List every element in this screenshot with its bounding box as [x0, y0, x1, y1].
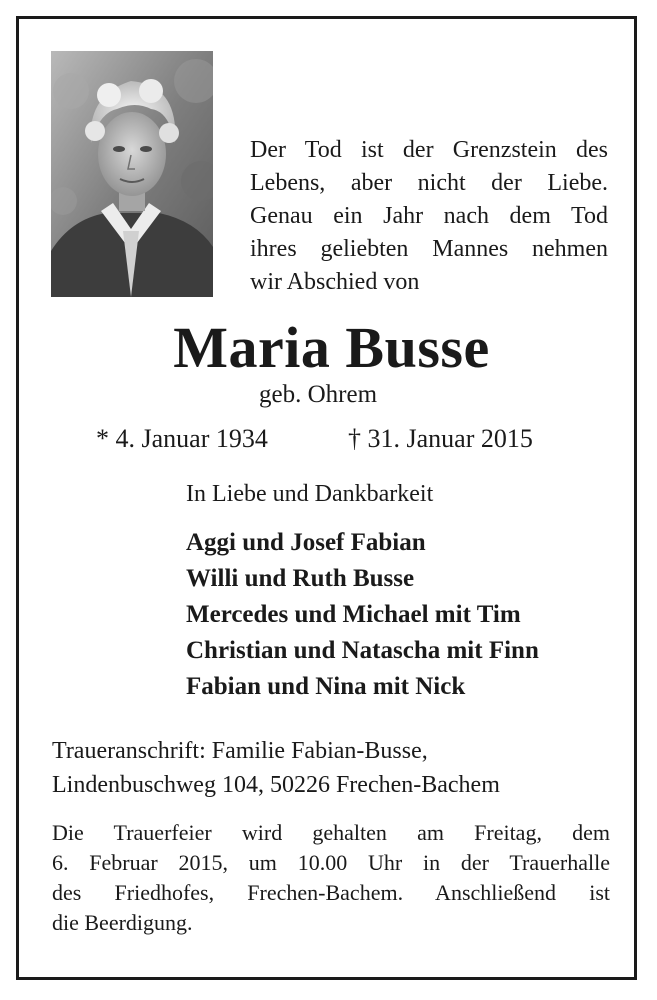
mourner-name: Willi und Ruth Busse — [186, 565, 415, 592]
intro-line: ihres geliebten Mannes nehmen — [250, 236, 608, 262]
mourners-heading: In Liebe und Dankbarkeit — [186, 481, 434, 507]
intro-line: Lebens, aber nicht der Liebe. — [250, 170, 608, 196]
service-line: die Beerdigung. — [52, 910, 193, 935]
service-line: 6. Februar 2015, um 10.00 Uhr in der Trauerhalle — [52, 850, 610, 875]
funeral-service-info — [52, 818, 610, 938]
mourner-name: Mercedes und Michael mit Tim — [186, 601, 521, 628]
mourner-name: Aggi und Josef Fabian — [186, 529, 426, 556]
address-line: Lindenbuschweg 104, 50226 Frechen-Bachem — [52, 772, 500, 798]
intro-line: wir Abschied von — [250, 269, 420, 295]
mourning-address — [52, 734, 612, 802]
service-line: Die Trauerfeier wird gehalten am Freitag, dem — [52, 820, 610, 845]
death-date: † 31. Januar 2015 — [348, 424, 533, 453]
maiden-name: geb. Ohrem — [259, 381, 378, 408]
mourner-name: Christian und Natascha mit Finn — [186, 637, 539, 664]
mourner-name: Fabian und Nina mit Nick — [186, 673, 466, 700]
service-line: des Friedhofes, Frechen-Bachem. Anschließend ist — [52, 880, 610, 905]
deceased-name: Maria Busse — [173, 315, 490, 380]
portrait-photo — [51, 51, 213, 297]
birth-date: * 4. Januar 1934 — [96, 424, 268, 453]
mourners-list — [186, 525, 539, 705]
intro-line: Genau ein Jahr nach dem Tod — [250, 203, 608, 229]
address-line: Traueranschrift: Familie Fabian-Busse, — [52, 738, 428, 764]
intro-line: Der Tod ist der Grenzstein des — [250, 137, 608, 163]
intro-quote — [250, 134, 608, 299]
